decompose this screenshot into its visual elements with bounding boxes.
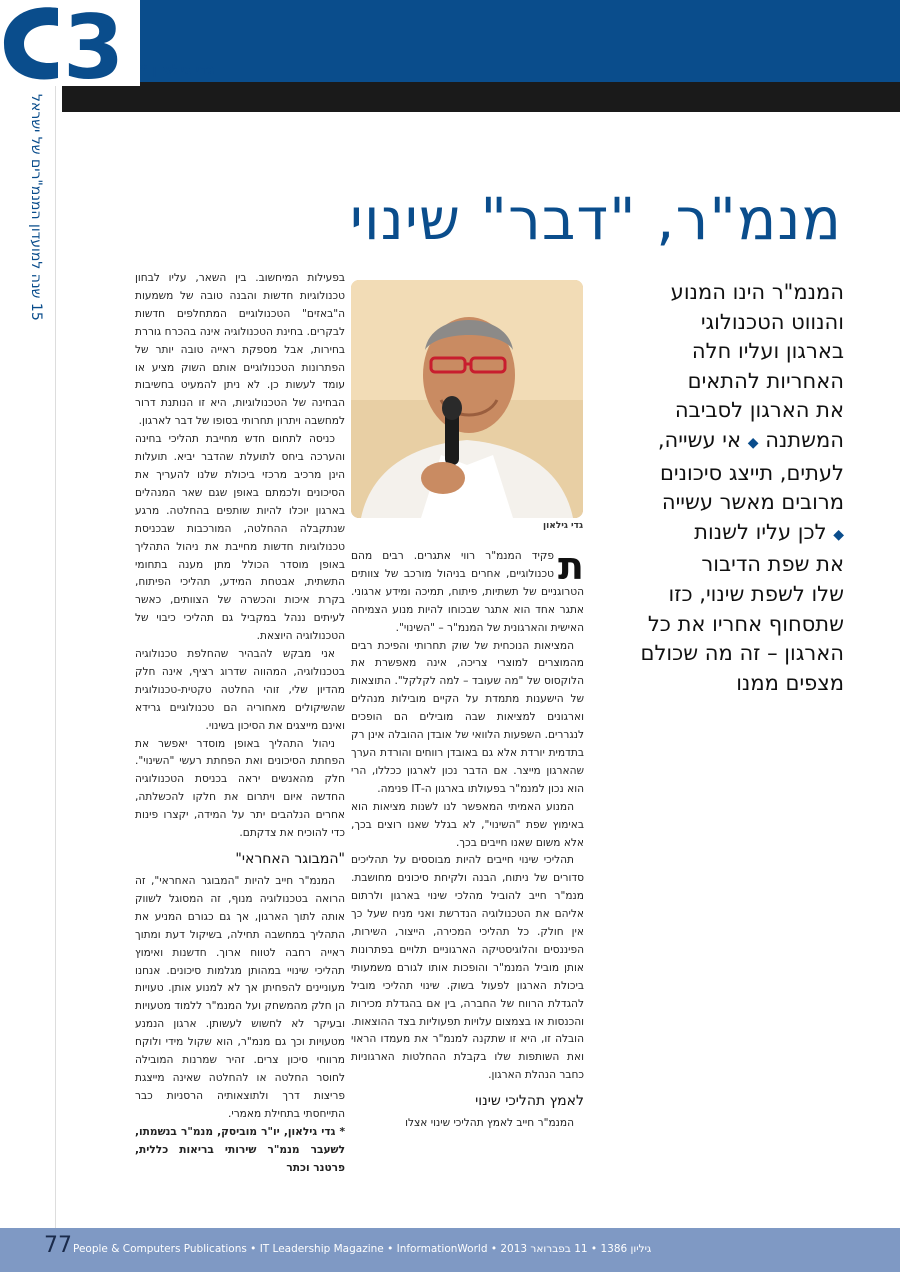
dropcap: ת (558, 544, 584, 588)
pull-quote-line: שלו לשפת שינוי, כזו (668, 581, 844, 606)
header-author: גדי גילאון * (140, 62, 215, 78)
article-paragraph: תהליכי שינוי חייבים להיות מבוססים על תהליכים סדורים של ניתוח, הבנה ולקיחת סיכונים מחושבת. מנמ"ר חייב להוביל מהלכי שינוי בארגון ולרתום אליהם את הטכנולוגיה הנדרשת ואני מניח שעל כך אין חולק. כל תהליכי המכירה, הייצור, השירות, הפיננסים והלוגיסטיקה הארגוניים תלויים בפתרונות אותן מוביל המנמ"ר והופכות אותו לגורם משמעותי ביכולת הארגון לפעול בשוק. שינוי תהליכי מוביל להגדלת הרווח של החברה, בין אם בהגדלת מכירות והכנסות או בצמצום עלויות תפעוליות בצד ההוצאות. הובלה זו, היא זו שתקנה למנמ"ר את מעמדו הראוי ואת השותפות שלו בקבלת ההחלטות הארגוניות כחבר הנהלת הארגון. (351, 854, 584, 1082)
pull-quote-line: ◆ לכן עליו לשנות (694, 519, 844, 544)
pull-quote-line: הארגון – זה מה שכולם (640, 641, 844, 666)
pull-quote-line: מרובים מאשר עשייה (661, 490, 844, 515)
article-paragraph: המנוע האמיתי המאפשר לנו לשנות מציאות הוא באימוץ שפת "השינוי", לא בגלל שאנו רוצים בכך, אלא משום שאנו חייבים בכך. (351, 800, 584, 849)
pull-quote (612, 278, 844, 698)
author-portrait-illustration (351, 280, 583, 518)
footer-publication-line: People & Computers Publications • IT Leadership Magazine • InformationWorld • גיליון 1386 • 11 בפברואר 2013 (73, 1243, 652, 1255)
pull-quote-line: שתסחוף אחריו את כל (647, 611, 844, 636)
article-paragraph: כניסה לתחום חדש מחייבת תהליכי בחינה והערכה ביחס לתועלת שהדבר יביא. תועלות הינן מרכיב מרכזי ביכולת שלנו להעריך את הסיכונים ולכמתם באופן שגם שאר המנהלים בארגון יוכלו להיות שותפים בהחלטה. מרגע שנתקבלה ההחלטה, המורכבות שבכניסת טכנולוגיות חדשות מחייבת את ניהול התהליך באופן מוסדר הכולל מתן מענה בתחומי התשתית, אבטחת המידע, תהליכי הפיתוח, בקרת איכות והכשרה של הצוותים, כאשר לעיתים ננהל במקביל גם תהליכי כיבוי של הטכנולוגיה היוצאת. (135, 433, 345, 643)
article-paragraph: אני מבקש להבהיר שהחלפת טכנולוגיה בטכנולוגיה, המהווה שדרוג רציף, אינה חלק מהדיון שלי, זוהי החלטה טקטית-טכנולוגית שהשיקולים מאחוריה הם טכנולוגיים גרידא ואינם מייצגים את הסיכון בשינוי. (135, 648, 345, 732)
article-column-left (135, 270, 345, 1177)
article-paragraph: המציאות הנוכחית של שוק תחרותי והפיכת רבים מהמוצרים למוצרי צריכה, אינה מאפשרת את הלוקסוס של "מה שעובד – למה לקלקל". התוצאות של הישענות מתמדת על הקיים מובילות מנהלים וארגונים למציאות שבה מובילים הם הופכים לנגררים. השפעות הלוואי של אובדן ההובלה אינן רק בתדמית יורדת אלא גם באובדן רווחים והורדת הערך שהארגון מייצר. אם הדבר נכון לארגון ככללו, הרי הוא נכון למנמ"ר בפעולתו בארגון ה-IT פנימה. (351, 639, 584, 795)
pull-quote-line: המנמ"ר הינו המנוע (670, 280, 844, 304)
pull-quote-line: בארגון ועליו חלה (691, 339, 844, 364)
pull-quote-line: מצפים ממנו (736, 670, 844, 695)
section-heading: "המבוגר האחראי" (235, 851, 345, 867)
article-paragraph: המנמ"ר חייב להיות "המבוגר האחראי", זה הרואה בטכנולוגיה מנוף, זה המסוגל לשווק אותה לתוך הארגון, אך גם כגורם המניע את התהליך במחשבה תחילה, בשיקול דעת ומתוך ראייה רחבה לטווח ארוך. חדשנות ואימוץ תהליכי שינויי במהותן מגלמות סיכונים. אנחנו מעוניינים להפחיתן אך לא למנוע אותן. טעויות הן חלק מהמשחק ועל המנמ"ר ללמוד מטעויות ובעיקר לא לחשוש לעשותן. ארגון הנמנע מטעויות וכך גם מנמ"ר, הוא שקול מידי ולוקח מרווחי סיכון צרים. זהיר שמרנות המובילה לחוסר החלטה או להחלטה שאינה מייצגת פריצות דרך ולתוצאותיה הרסניות כבר התייחסתי בתחילת מאמרי. (135, 875, 345, 1120)
sidebar-text: 15 שנה למועדון המנמ"רים של ישראל (28, 94, 44, 321)
svg-text:3: 3 (63, 0, 125, 86)
sidebar-vertical-label (20, 94, 44, 364)
article-paragraph: המנמ"ר חייב לאמץ תהליכי שינוי אצלו (405, 1117, 574, 1130)
article-paragraph: ניהול התהליך באופן מוסדר יאפשר את הפחתת הסיכונים ואת הפחתת רעשי "השינוי". חלק מהאנשים יראה בכניסת הטכנולוגיה החדשה איום ויתרום את חלקו להכשלתה, אחרים הנלהבים יתר על המידה, יקצרו פינות כדי להוכיח את צדקתם. (135, 737, 345, 840)
article-title: מנמ"ר, "דבר" שינוי (349, 185, 842, 253)
pull-quote-line: לעתים, תייצג סיכונים (659, 460, 844, 485)
pull-quote-line: את שפת הדיבור (701, 552, 844, 577)
section-heading: לאמץ תהליכי שינוי (475, 1093, 584, 1110)
page-number: 77 (44, 1233, 72, 1258)
author-signature: * גדי גילאון, יו"ר מוביסק, מנמ"ר בנשמתו, לשעבר מנמ"ר שירותי בריאות כללית, פרטנר וכתר (135, 1125, 345, 1174)
article-paragraph: בפעילות המיחשוב. בין השאר, עליו לבחון טכנולוגיות חדשות והבנה טובה של משמעות ה"באזים" הטכנולוגיים המתחלפים חדשות לבקרים. בחינת הטכנולוגיה אינה בהכרח גוררת בחירות, אבל מספקת ראייה טובה יותר של הפתרונות הטכנולוגיים אותם השוק מציע או עומד לעשות כן. לא ניתן להמעיט בחשיבות הבחינה של הטכנולוגיות, היא זו הנותנת דרור למחשבה ויתרון תחרותי בסופו של דבר לארגון. (135, 272, 345, 428)
pull-quote-line: המשתנה ◆ אי עשייה, (657, 427, 844, 452)
author-photo (351, 280, 583, 518)
pull-quote-line: את הארגון לסביבה (674, 398, 844, 423)
pull-quote-line: והנווט הטכנולוגי (700, 309, 844, 334)
photo-caption: גדי גילאון (543, 521, 583, 531)
c3-logo (0, 0, 140, 86)
article-paragraph: פקיד המנמ"ר רווי אתגרים. רבים מהם טכנולוגיים, אחרים בניהול מורכב של צוותים הטרוגניים של תשתיות, פיתוח, תמיכה ומידע ארגוני. אתגר אחד הוא אתגר שבכוחו להיות מנוע הצמיחה האישית והארגונית של המנמ"ר – "השינוי". (351, 550, 584, 634)
article-column-middle (351, 544, 584, 1133)
diamond-bullet-icon: ◆ (833, 526, 844, 543)
pull-quote-line: האחריות להתאים (687, 368, 844, 393)
header-black-bar (62, 82, 900, 112)
diamond-bullet-icon: ◆ (747, 434, 759, 451)
